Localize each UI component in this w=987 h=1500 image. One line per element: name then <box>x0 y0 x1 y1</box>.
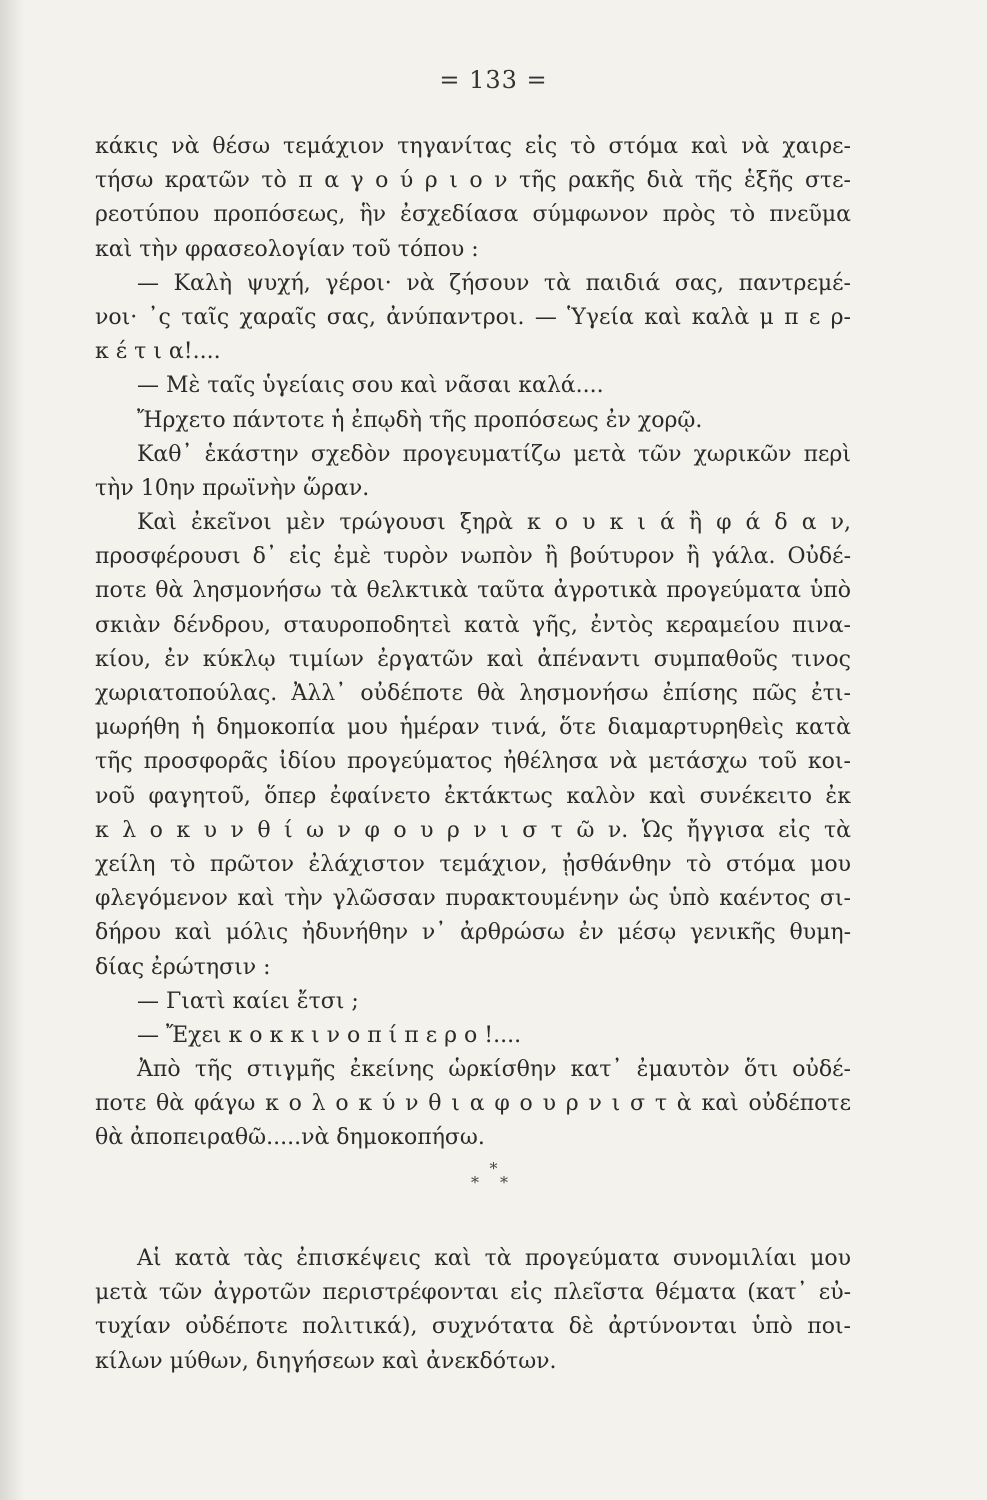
text-line: Καθ᾿ ἑκάστην σχεδὸν προγευματίζω μετὰ τῶν χωρικῶν περὶ <box>137 441 851 467</box>
text-line: κάκις νὰ θέσω τεμάχιον τηγανίτας εἰς τὸ στόμα καὶ νὰ χαιρε- <box>95 134 851 159</box>
text-line: καὶ τὴν φρασεολογίαν τοῦ τόπου : <box>95 236 479 262</box>
section-divider <box>0 1159 987 1202</box>
text-line: μετὰ τῶν ἀγροτῶν περιστρέφονται εἰς πλεῖστα θέματα (κατ᾿ εὐ- <box>95 1280 851 1306</box>
page-gutter-shadow <box>0 0 24 1500</box>
text-line: — Γιατὶ καίει ἔτσι ; <box>137 988 359 1014</box>
text-line: τῆς προσφορᾶς ἰδίου προγεύματος ἠθέλησα νὰ μετάσχω τοῦ κοι- <box>95 749 851 775</box>
second-text-block <box>95 1242 851 1379</box>
text-line: κ έ τ ι α!.... <box>95 339 221 365</box>
text-line: ποτε θὰ λησμονήσω τὰ θελκτικὰ ταῦτα ἀγροτικὰ προγεύματα ὑπὸ <box>95 578 851 604</box>
text-line: — Καλὴ ψυχή, γέροι· νὰ ζήσουν τὰ παιδιά σας, παντρεμέ- <box>137 270 851 296</box>
text-line: σκιὰν δένδρου, σταυροποδητεὶ κατὰ γῆς, ἐντὸς κεραμείου πινα- <box>95 612 851 638</box>
text-line: Αἱ κατὰ τὰς ἐπισκέψεις καὶ τὰ προγεύματα συνομιλίαι μου <box>137 1246 851 1271</box>
text-line: — Μὲ ταῖς ὑγείαις σου καὶ νᾶσαι καλά.... <box>137 373 604 399</box>
text-line: δήρου καὶ μόλις ἠδυνήθην ν᾿ ἀρθρώσω ἐν μέσῳ γενικῆς θυμη- <box>95 920 851 946</box>
text-line: Ἤρχετο πάντοτε ἡ ἐπῳδὴ τῆς προπόσεως ἐν χορῷ. <box>137 407 703 433</box>
text-line: θὰ ἀποπειραθῶ.....νὰ δημοκοπήσω. <box>95 1125 485 1151</box>
text-line: κίου, ἐν κύκλῳ τιμίων ἐργατῶν καὶ ἀπέναντι συμπαθοῦς τινος <box>95 646 851 672</box>
text-line: φλεγόμενον καὶ τὴν γλῶσσαν πυρακτουμένην ὡς ὑπὸ καέντος σι- <box>95 886 851 912</box>
text-line: τὴν 10ην πρωϊνὴν ὥραν. <box>95 475 370 501</box>
text-line: ρεοτύπου προπόσεως, ἣν ἐσχεδίασα σύμφωνον πρὸς τὸ πνεῦμα <box>95 202 851 228</box>
text-line: δίας ἐρώτησιν : <box>95 954 271 980</box>
text-line: κ λ ο κ υ ν θ ί ω ν φ ο υ ρ ν ι σ τ ῶ ν. Ὡς ἤγγισα εἰς τὰ <box>95 817 851 843</box>
main-text-block <box>95 130 851 1156</box>
text-line: Ἀπὸ τῆς στιγμῆς ἐκείνης ὡρκίσθην κατ᾿ ἐμαυτὸν ὅτι οὐδέ- <box>137 1057 851 1083</box>
text-line: κίλων μύθων, διηγήσεων καὶ ἀνεκδότων. <box>95 1348 557 1374</box>
text-line: τήσω κρατῶν τὸ π α γ ο ύ ρ ι ο ν τῆς ρακῆς διὰ τῆς ἑξῆς στε- <box>95 168 851 194</box>
asterism-bottom: * * <box>470 1173 517 1192</box>
text-line: ποτε θὰ φάγω κ ο λ ο κ ύ ν θ ι α φ ο υ ρ ν ι σ τ ὰ καὶ οὐδέποτε <box>95 1091 851 1117</box>
text-line: Καὶ ἐκεῖνοι μὲν τρώγουσι ξηρὰ κ ο υ κ ι ά ἢ φ ά δ α ν, <box>137 510 851 536</box>
text-line: — Ἔχει κ ο κ κ ι ν ο π ί π ε ρ ο !.... <box>137 1022 522 1048</box>
page-number: = 133 = <box>439 66 548 94</box>
asterism-top: * <box>489 1159 498 1178</box>
text-line: τυχίαν οὐδέποτε πολιτικά), συχνότατα δὲ ἀρτύνονται ὑπὸ ποι- <box>95 1314 851 1340</box>
text-line: μωρήθη ἡ δημοκοπία μου ἡμέραν τινά, ὅτε διαμαρτυρηθεὶς κατὰ <box>95 715 851 741</box>
text-line: χείλη τὸ πρῶτον ἐλάχιστον τεμάχιον, ᾐσθάνθην τὸ στόμα μου <box>95 851 851 877</box>
text-line: νοι· ᾿ς ταῖς χαραῖς σας, ἀνύπαντροι. — Ὑγεία καὶ καλὰ μ π ε ρ- <box>95 304 851 330</box>
text-line: προσφέρουσι δ᾿ εἰς ἐμὲ τυρὸν νωπὸν ἢ βούτυρον ἢ γάλα. Οὐδέ- <box>95 544 851 570</box>
text-line: χωριατοπούλας. Ἀλλ᾿ οὐδέποτε θὰ λησμονήσω ἐπίσης πῶς ἐτι- <box>95 681 851 706</box>
text-line: νοῦ φαγητοῦ, ὅπερ ἐφαίνετο ἐκτάκτως καλὸν καὶ συνέκειτο ἐκ <box>95 783 851 809</box>
